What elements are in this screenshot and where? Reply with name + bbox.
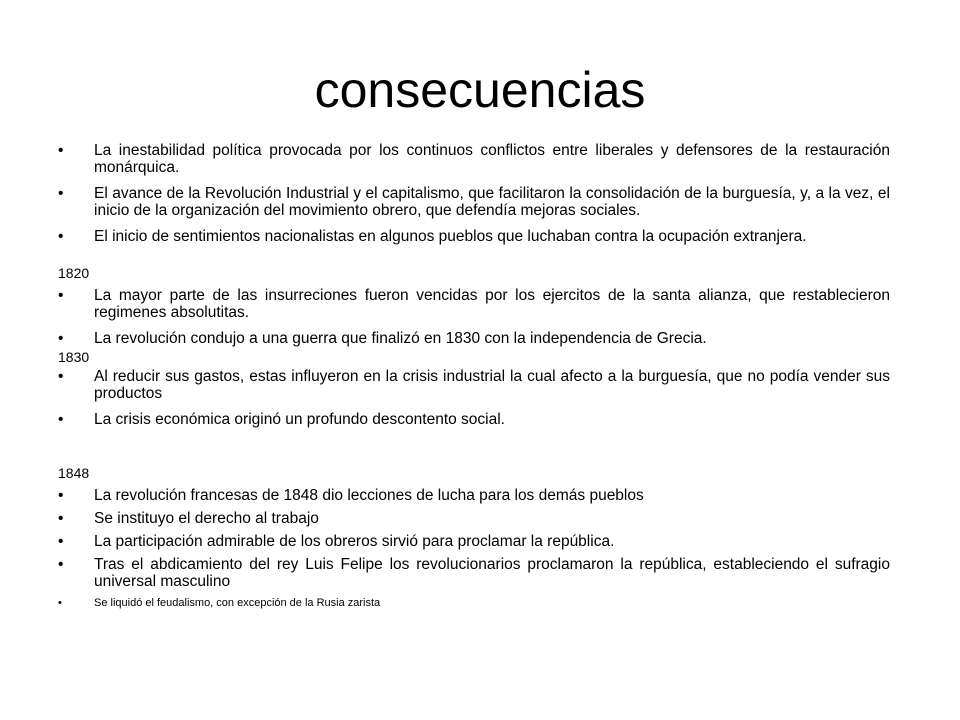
list-item xyxy=(58,185,890,219)
list-item xyxy=(58,330,890,347)
bullet-icon: • xyxy=(58,597,62,609)
bullet-text: La participación admirable de los obreros sirvió para proclamar la república. xyxy=(94,533,615,550)
list-item xyxy=(58,510,890,527)
bullet-text: La revolución condujo a una guerra que finalizó en 1830 con la independencia de Grecia. xyxy=(94,330,707,347)
list-item xyxy=(58,533,890,550)
list-item xyxy=(58,287,890,321)
slide-body xyxy=(58,142,890,610)
bullet-icon: • xyxy=(58,533,64,550)
list-item xyxy=(58,487,890,504)
list-item xyxy=(58,228,890,245)
section-heading-1820: 1820 xyxy=(58,265,90,281)
bullet-text: Tras el abdicamiento del rey Luis Felipe los revolucionarios proclamaron la república, estableciendo el sufragio universal masculino xyxy=(94,556,890,590)
list-item xyxy=(58,142,890,176)
section-heading-1830: 1830 xyxy=(58,349,90,365)
bullet-icon: • xyxy=(58,510,64,527)
bullet-icon: • xyxy=(58,411,64,428)
bullet-icon: • xyxy=(58,556,64,573)
bullet-text: Se instituyo el derecho al trabajo xyxy=(94,510,319,527)
bullet-text: La inestabilidad política provocada por los continuos conflictos entre liberales y defensores de la restauración monárquica. xyxy=(94,142,890,176)
bullet-icon: • xyxy=(58,142,64,159)
bullet-icon: • xyxy=(58,330,64,347)
bullet-icon: • xyxy=(58,287,64,304)
list-item xyxy=(58,597,890,610)
bullet-text: Al reducir sus gastos, estas influyeron en la crisis industrial la cual afecto a la burguesía, que no podía vender sus productos xyxy=(94,368,890,402)
list-item xyxy=(58,411,890,428)
list-item xyxy=(58,556,890,590)
bullet-text: La mayor parte de las insurreciones fueron vencidas por los ejercitos de la santa alianza, que restablecieron regimenes absolutitas. xyxy=(94,287,890,321)
bullet-text: La revolución francesas de 1848 dio lecciones de lucha para los demás pueblos xyxy=(94,487,644,504)
list-item xyxy=(58,368,890,402)
bullet-icon: • xyxy=(58,487,64,504)
bullet-text: Se liquidó el feudalismo, con excepción de la Rusia zarista xyxy=(94,597,381,609)
bullet-icon: • xyxy=(58,368,64,385)
bullet-icon: • xyxy=(58,185,64,202)
bullet-icon: • xyxy=(58,228,64,245)
bullet-text: La crisis económica originó un profundo descontento social. xyxy=(94,411,505,428)
section-heading-1848: 1848 xyxy=(58,465,90,481)
bullet-text: El inicio de sentimientos nacionalistas en algunos pueblos que luchaban contra la ocupación extranjera. xyxy=(94,228,807,245)
bullet-text: El avance de la Revolución Industrial y el capitalismo, que facilitaron la consolidación de la burguesía, y, a la vez, el inicio de la organización del movimiento obrero, que defendía mejoras sociales. xyxy=(94,185,890,219)
slide-title: consecuencias xyxy=(314,62,646,118)
